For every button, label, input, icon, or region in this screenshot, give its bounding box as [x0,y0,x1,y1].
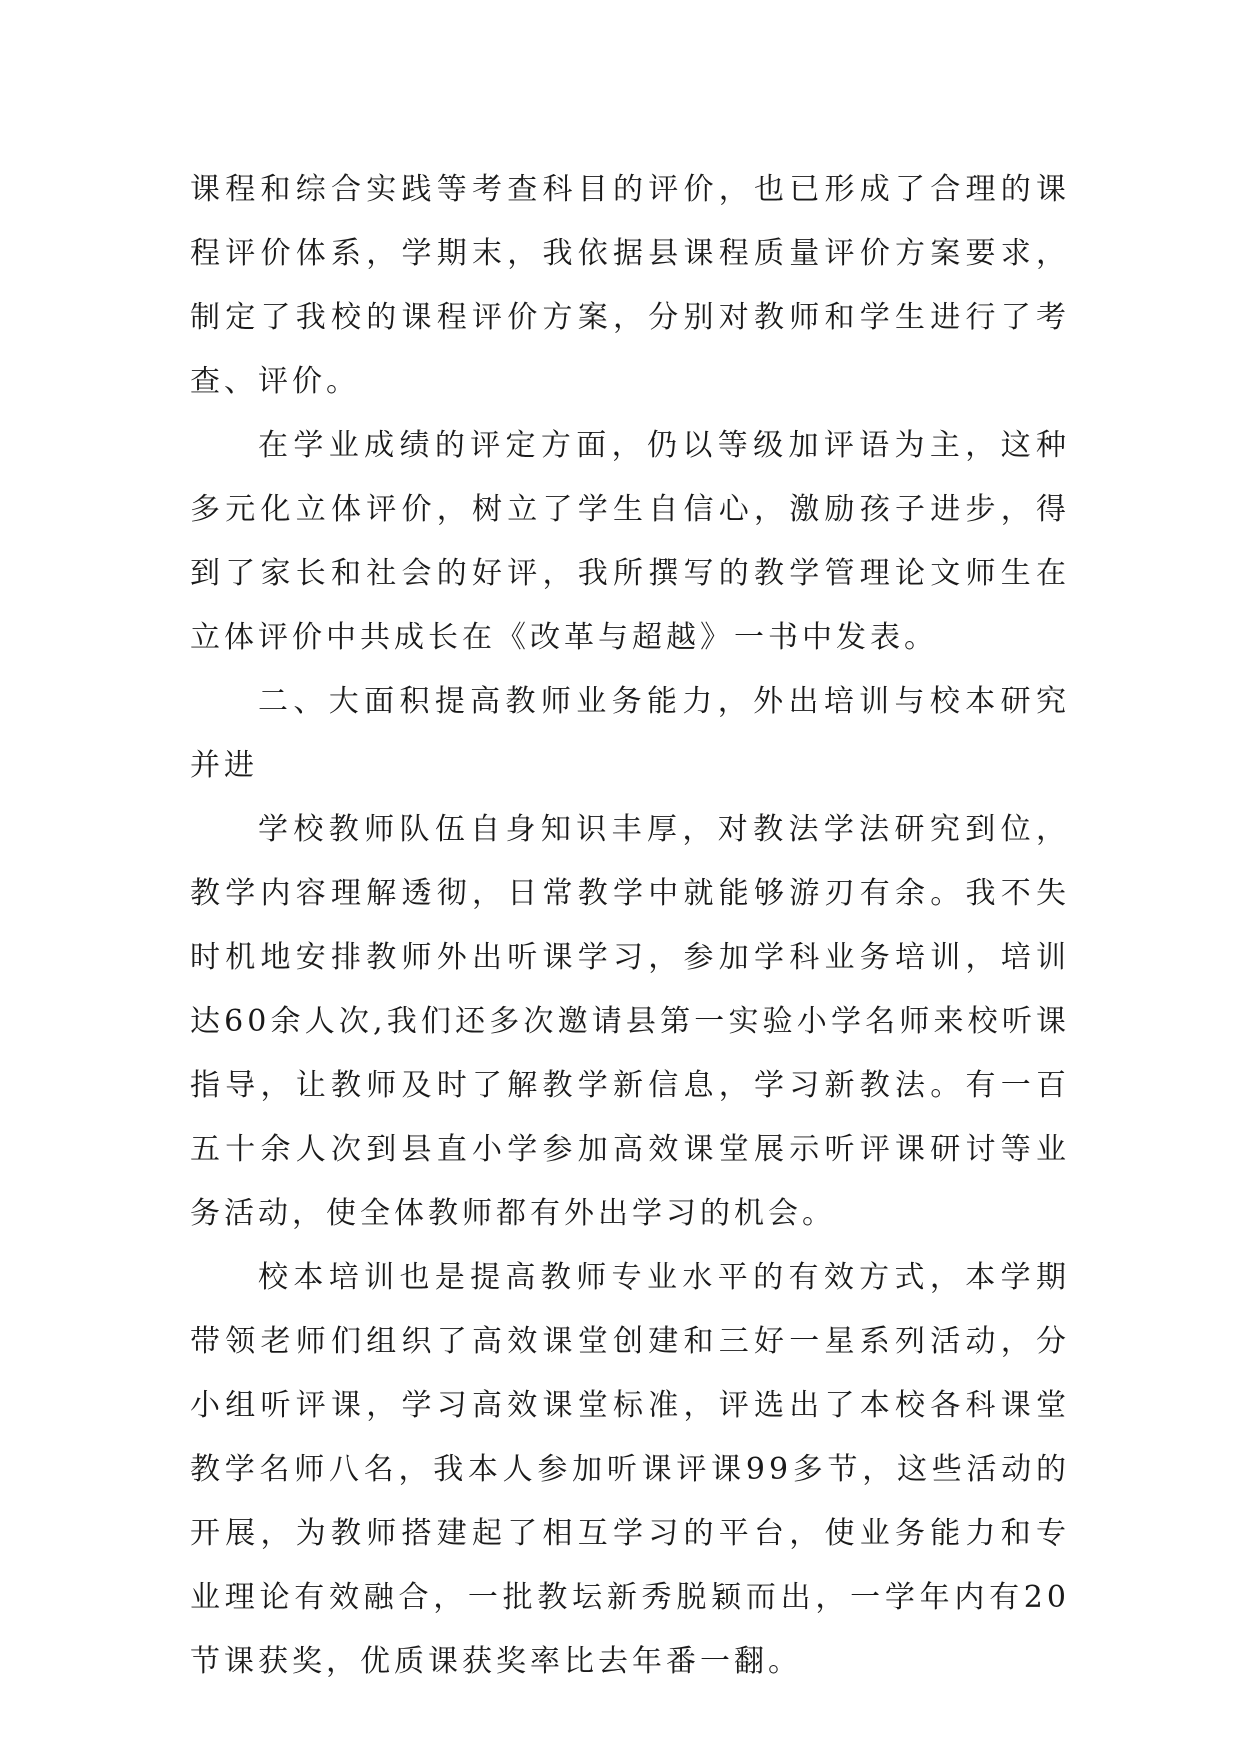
paragraph-academic-grading: 在学业成绩的评定方面，仍以等级加评语为主，这种多元化立体评价，树立了学生自信心，激励孩子进步，得到了家长和社会的好评，我所撰写的教学管理论文师生在立体评价中共成长在《改革与超越》一书中发表。 [190,428,1070,655]
section-heading-teacher-training: 二、大面积提高教师业务能力，外出培训与校本研究并进 [190,684,1070,783]
document-body [190,158,1070,1694]
paragraph-course-evaluation: 课程和综合实践等考查科目的评价，也已形成了合理的课程评价体系，学期末，我依据县课程质量评价方案要求，制定了我校的课程评价方案，分别对教师和学生进行了考查、评价。 [190,172,1070,399]
paragraph-external-training: 学校教师队伍自身知识丰厚，对教法学法研究到位，教学内容理解透彻，日常教学中就能够游刃有余。我不失时机地安排教师外出听课学习，参加学科业务培训，培训达60余人次,我们还多次邀请县第一实验小学名师来校听课指导，让教师及时了解教学新信息，学习新教法。有一百五十余人次到县直小学参加高效课堂展示听评课研讨等业务活动，使全体教师都有外出学习的机会。 [190,812,1070,1231]
paragraph-school-based-training: 校本培训也是提高教师专业水平的有效方式，本学期带领老师们组织了高效课堂创建和三好一星系列活动，分小组听评课，学习高效课堂标准，评选出了本校各科课堂教学名师八名，我本人参加听课评课99多节，这些活动的开展，为教师搭建起了相互学习的平台，使业务能力和专业理论有效融合，一批教坛新秀脱颖而出，一学年内有20节课获奖，优质课获奖率比去年番一翻。 [190,1260,1070,1679]
